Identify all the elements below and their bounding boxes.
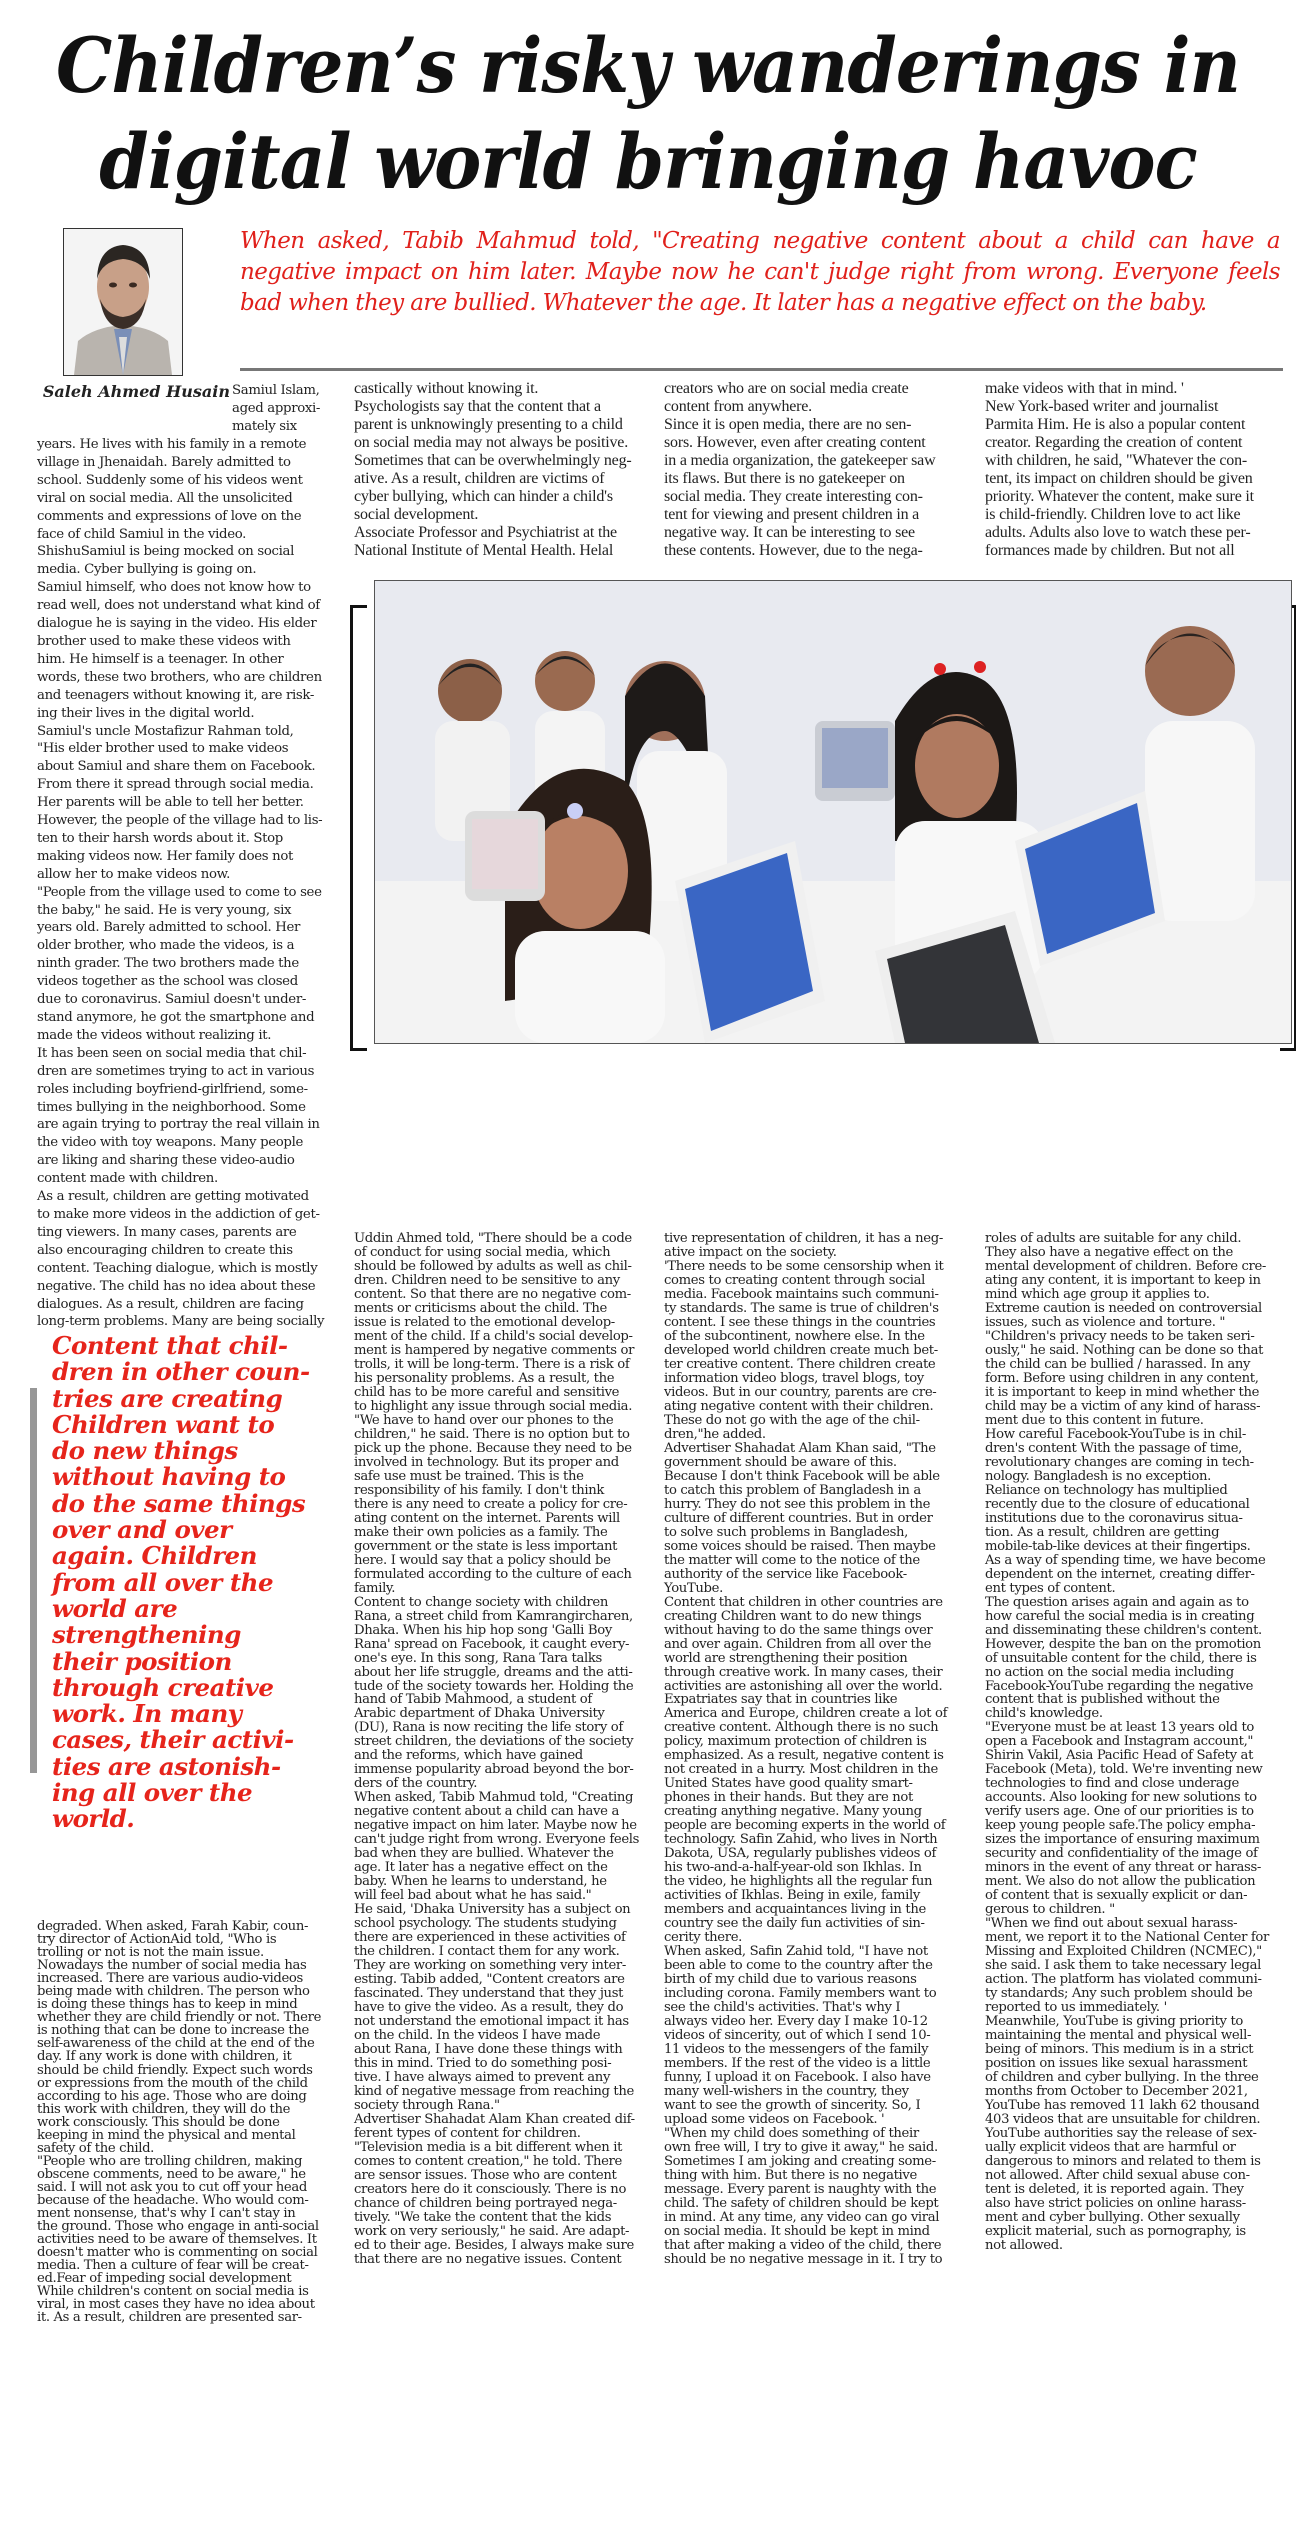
article-column-1-top: years. He lives with his family in a remote village in Jhenaidah. Barely admitted to school. Suddenly some of his videos went viral on social media. All the unsolicited comments and expressions of love on the face of child Samiul in the video. ShishuSamiul is being mocked on social media. Cyber bullying is going on. Samiul himself, who does not know how to read well, does not understand what kind of dialogue he is saying in the video. His elder brother used to make these videos with him. He himself is a teenager. In other words, these two brothers, who are children and teenagers without knowing it, are risk- ing their lives in the digital world. Samiul's uncle Mostafizur Rahman told, "His elder brother used to make videos about Samiul and share them on Facebook. From there it spread through social media. Her parents will be able to tell her better. However, the people of the village had to lis- ten to their harsh words about it. Stop making videos now. Her family does not allow her to make videos now. "People from the village used to come to see the baby," he said. He is very young, six years old. Barely admitted to school. Her older brother, who made the videos, is a ninth grader. The two brothers made the videos together as the school was closed due to coronavirus. Samiul doesn't under- stand anymore, he got the smartphone and made the videos without realizing it. It has been seen on social media that chil- dren are sometimes trying to act in various roles including boyfriend-girlfriend, some- times bullying in the neighborhood. Some are again trying to portray the real villain in the video with toy weapons. Many people are liking and sharing these video-audio content made with children. As a result, children are getting motivated to make more videos in the addiction of get- ting viewers. In many cases, parents are also encouraging children to create this content. Teaching dialogue, which is mostly negative. The child has no idea about these dialogues. As a result, children are facing long-term problems. Many are being socially bbox=[37, 437, 325, 1330]
author-byline: Saleh Ahmed Husain bbox=[42, 382, 230, 401]
headline bbox=[45, 18, 1250, 210]
headline-line-2: digital world bringing havoc bbox=[99, 117, 1197, 206]
pull-quote-bar bbox=[30, 1388, 37, 1773]
header-divider bbox=[240, 368, 1283, 371]
article-column-2-top: castically without knowing it. Psychologists say that the content that a parent is unknowingly presenting to a child on social media may not always be positive. Sometimes that can be overwhelmingly neg- ative. As a result, children are victims of cyber bullying, which can hinder a child's social development. Associate Professor and Psychiatrist at the National Institute of Mental Health. Helal bbox=[354, 380, 632, 559]
lead-quote: When asked, Tabib Mahmud told, "Creating negative content about a child can have a negative impact on him later. Maybe now he can't judge right from wrong. Everyone feels bad when they are bullied. Whatever the age. It later has a negative effect on the baby. bbox=[240, 228, 1280, 316]
author-portrait-icon bbox=[64, 229, 182, 375]
classroom-photo bbox=[374, 580, 1292, 1044]
article-column-2-bottom: Uddin Ahmed told, "There should be a code of conduct for using social media, which should be followed by adults as well as chil- dren. Children need to be sensitive to any content. So that there are no negative com- ments or criticisms about the child. The issue is related to the emotional develop- ment of the child. If a child's social develop- ment is hampered by negative comments or trolls, it will be long-term. There is a risk of his personality problems. As a result, the child has to be more careful and sensitive to highlight any issue through social media. "We have to hand over our phones to the children," he said. There is no option but to pick up the phone. Because they need to be involved in technology. But its proper and safe use must be trained. This is the responsibility of his family. I don't think there is any need to create a policy for cre- ating content on the internet. Parents will make their own policies as a family. The government or the state is less important here. I would say that a policy should be formulated according to the culture of each family. Content to change society with children Rana, a street child from Kamrangircharen, Dhaka. When his hip hop song 'Galli Boy Rana' spread on Facebook, it caught every- one's eye. In this song, Rana Tara talks about her life struggle, dreams and the atti- tude of the society towards her. Holding the hand of Tabib Mahmood, a student of Arabic department of Dhaka University (DU), Rana is now reciting the life story of street children, the deviations of the society and the reforms, which have gained immense popularity abroad beyond the bor- ders of the country. When asked, Tabib Mahmud told, "Creating negative content about a child can have a negative impact on him later. Maybe now he can't judge right from wrong. Everyone feels bad when they are bullied. Whatever the age. It later has a negative effect on the baby. When he learns to understand, he will feel bad about what he has said." He said, 'Dhaka University has a subject on school psychology. The students studying there are experienced in these activities of the children. I contact them for any work. They are working on something very inter- esting. Tabib added, "Content creators are fascinated. They understand that they just have to give the video. As a result, they do not understand the emotional impact it has on the child. In the videos I have made about Rana, I have done these things with this in mind. Tried to do something posi- tive. I have always aimed to prevent any kind of negative message from reaching the society through Rana." Advertiser Shahadat Alam Khan created dif- ferent types of content for children. "Television media is a bit different when it comes to content creation," he told. There are sensor issues. Those who are content creators here do it consciously. There is no chance of children being portrayed nega- tively. "We take the content that the kids work on very seriously," he said. Are adapt- ed to their age. Besides, I always make sure that there are no negative issues. Content bbox=[354, 1231, 640, 2267]
article-column-4-bottom: roles of adults are suitable for any child. They also have a negative effect on the mental development of children. Before cre- ating any content, it is important to keep in mind which age group it applies to. Extreme caution is needed on controversial issues, such as violence and torture. " "Children's privacy needs to be taken seri- ously," he said. Nothing can be done so that the child can be bullied / harassed. In any form. Before using children in any content, it is important to keep in mind whether the child may be a victim of any kind of harass- ment due to this content in future. How careful Facebook-YouTube is in chil- dren's content With the passage of time, revolutionary changes are coming in tech- nology. Bangladesh is no exception. Reliance on technology has multiplied recently due to the closure of educational institutions due to the coronavirus situa- tion. As a result, children are getting mobile-tab-like devices at their fingertips. As a way of spending time, we have become dependent on the internet, creating differ- ent types of content. The question arises again and again as to how careful the social media is in creating and disseminating these children's content. However, despite the ban on the promotion of unsuitable content for the child, there is no action on the social media including Facebook-YouTube regarding the negative content that is published without the child's knowledge. "Everyone must be at least 13 years old to open a Facebook and Instagram account," Shirin Vakil, Asia Pacific Head of Safety at Facebook (Meta), told. We're inventing new technologies to find and close underage accounts. Also looking for new solutions to verify users age. One of our priorities is to keep young people safe.The policy empha- sizes the importance of ensuring maximum security and confidentiality of the image of minors in the event of any threat or harass- ment. We also do not allow the publication of content that is sexually explicit or dan- gerous to children. " "When we find out about sexual harass- ment, we report it to the National Center for Missing and Exploited Children (NCMEC)," she said. I ask them to take necessary legal action. The platform has violated communi- ty standards; Any such problem should be reported to us immediately. ' Meanwhile, YouTube is giving priority to maintaining the mental and physical well- being of minors. This medium is in a strict position on issues like sexual harassment of children and cyber bullying. In the three months from October to December 2021, YouTube has removed 11 lakh 62 thousand 403 videos that are unsuitable for children. YouTube authorities say the release of sex- ually explicit videos that are harmful or dangerous to minors and related to them is not allowed. After child sexual abuse con- tent is deleted, it is reported again. They also have strict policies on online harass- ment and cyber bullying. Other sexually explicit material, such as pornography, is not allowed. bbox=[985, 1231, 1269, 2253]
pull-quote: Content that chil- dren in other coun- tries are creating Children want to do new things without having to do the same things over and over again. Children from all over the world are strengthening their position through creative work. In many cases, their activi- ties are astonish- ing all over the world. bbox=[52, 1331, 310, 1834]
article-column-3-bottom: tive representation of children, it has a neg- ative impact on the society. 'There needs to be some censorship when it comes to creating content through social media. Facebook maintains such communi- ty standards. The same is true of children's content. I see these things in the countries of the subcontinent, nowhere else. In the developed world children create much bet- ter creative content. There children create information video blogs, travel blogs, toy videos. But in our country, parents are cre- ating negative content with their children. These do not go with the age of the chil- dren,"he added. Advertiser Shahadat Alam Khan said, "The government should be aware of this. Because I don't think Facebook will be able to catch this problem of Bangladesh in a hurry. They do not see this problem in the culture of different countries. But in order to solve such problems in Bangladesh, some voices should be raised. Then maybe the matter will come to the notice of the authority of the service like Facebook- YouTube. Content that children in other countries are creating Children want to do new things without having to do the same things over and over again. Children from all over the world are strengthening their position through creative work. In many cases, their activities are astonishing all over the world. Expatriates say that in countries like America and Europe, children create a lot of creative content. Although there is no such policy, maximum protection of children is emphasized. As a result, negative content is not created in a hurry. Most children in the United States have good quality smart- phones in their hands. But they are not creating anything negative. Many young people are becoming experts in the world of technology. Safin Zahid, who lives in North Dakota, USA, regularly publishes videos of his two-and-a-half-year-old son Ikhlas. In the video, he highlights all the regular fun activities of Ikhlas. Being in exile, family members and acquaintances living in the country see the daily fun activities of sin- cerity there. When asked, Safin Zahid told, "I have not been able to come to the country after the birth of my child due to various reasons including corona. Family members want to see the child's activities. That's why I always video her. Every day I make 10-12 videos of sincerity, out of which I send 10- 11 videos to the messengers of the family members. If the rest of the video is a little funny, I upload it on Facebook. I also have many well-wishers in the country, they want to see the growth of sincerity. So, I upload some videos on Facebook. ' "When my child does something of their own free will, I try to give it away," he said. Sometimes I am joking and creating some- thing with him. But there is no negative message. Every parent is naughty with the child. The safety of children should be kept in mind. At any time, any video can go viral on social media. It should be kept in mind that after making a video of the child, there should be no negative message in it. I try to bbox=[664, 1231, 948, 2267]
article-column-4-top: make videos with that in mind. ' New York-based writer and journalist Parmita Him. He is also a popular content creator. Regarding the creation of content with children, he said, "Whatever the con- tent, its impact on children should be given priority. Whatever the content, make sure it is child-friendly. Children love to act like adults. Adults also love to watch these per- formances made by children. But not all bbox=[985, 380, 1254, 559]
classroom-children-laptops-icon bbox=[375, 581, 1291, 1043]
article-column-1-bottom: degraded. When asked, Farah Kabir, coun- try director of ActionAid told, "Who is trolling or not is not the main issue. Nowadays the number of social media has increased. There are various audio-videos being made with children. The person who is doing these things has to keep in mind whether they are child friendly or not. There is nothing that can be done to increase the self-awareness of the child at the end of the day. If any work is done with children, it should be child friendly. Expect such words or expressions from the mouth of the child according to his age. Those who are doing this work with children, they will do the work consciously. This should be done keeping in mind the physical and mental safety of the child. "People who are trolling children, making obscene comments, need to be aware," he said. I will not ask you to cut off your head because of the headache. Who would com- ment nonsense, that's why I can't stay in the ground. Those who engage in anti-social activities need to be aware of themselves. It doesn't matter who is commenting on social media. Then a culture of fear will be creat- ed.Fear of impeding social development While children's content on social media is viral, in most cases they have no idea about it. As a result, children are presented sar- bbox=[37, 1919, 322, 2326]
photo-bracket-left bbox=[350, 605, 367, 1051]
headline-line-1: Children’s risky wanderings in bbox=[56, 21, 1240, 110]
article-column-3-top: creators who are on social media create content from anywhere. Since it is open media, there are no sen- sors. However, even after creating content in a media organization, the gatekeeper saw its flaws. But there is no gatekeeper on social media. They create interesting con- tent for viewing and present children in a negative way. It can be interesting to see these contents. However, due to the nega- bbox=[664, 380, 936, 559]
article-intro: Samiul Islam, aged approxi- mately six bbox=[232, 383, 321, 434]
author-photo bbox=[63, 228, 183, 376]
